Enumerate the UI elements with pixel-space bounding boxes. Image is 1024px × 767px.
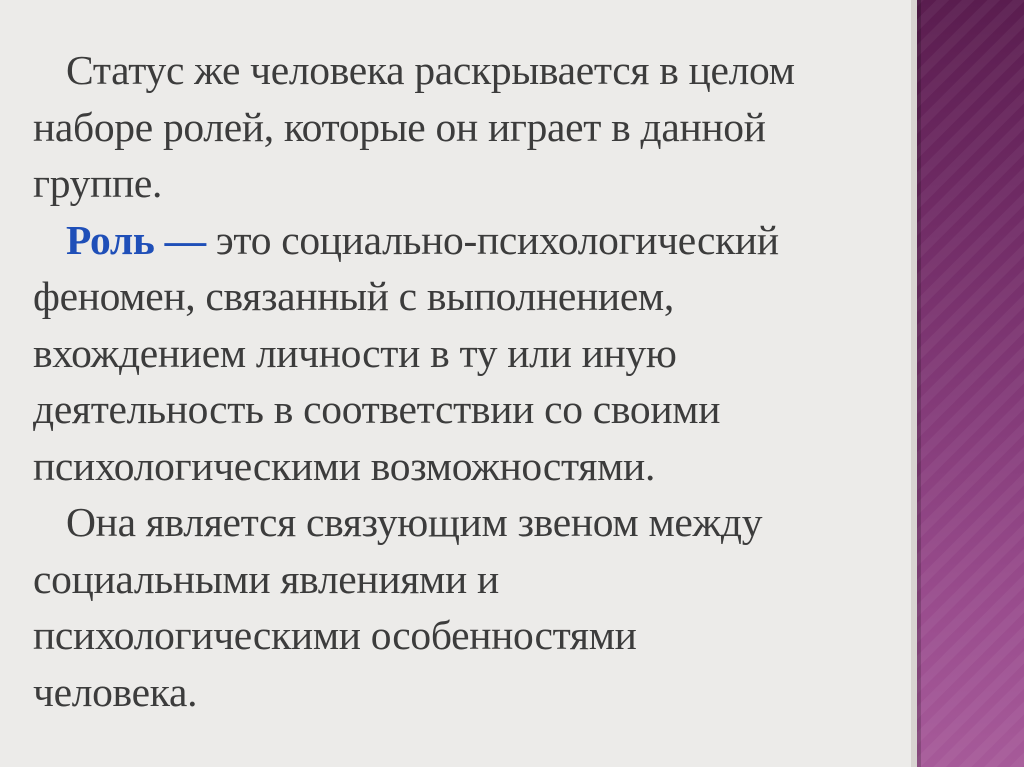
paragraph-link-line-1: Она является связующим звеном между [66,499,763,545]
slide-body-text [33,42,893,720]
paragraph-link-line-3: психологическими особенностями [33,612,637,658]
decorative-side-band [911,0,1024,767]
paragraph-role-line-5: психологическими возможностями. [33,442,656,489]
diagonal-stripe-pattern [911,0,1024,767]
paragraph-status-line-1: Статус же человека раскрывается в целом [66,47,795,93]
role-definition-start: это социально-психологический [215,216,779,263]
paragraph-role-line-3: вхождением личности в ту или иную [33,329,677,376]
paragraph-role-line-2: феномен, связанный с выполнением, [33,273,674,319]
role-term: Роль — [66,216,206,263]
side-band-shadow [917,0,921,767]
paragraph-role-line-4: деятельность в соответствии со своими [33,386,721,432]
paragraph-role-line-1 [33,212,893,269]
paragraph-link-line-4: человека. [33,668,198,715]
paragraph-status-line-2: наборе ролей, которые он играет в данной [33,103,766,150]
paragraph-status-line-3: группе. [33,160,163,206]
paragraph-link-line-2: социальными явлениями и [33,555,499,602]
